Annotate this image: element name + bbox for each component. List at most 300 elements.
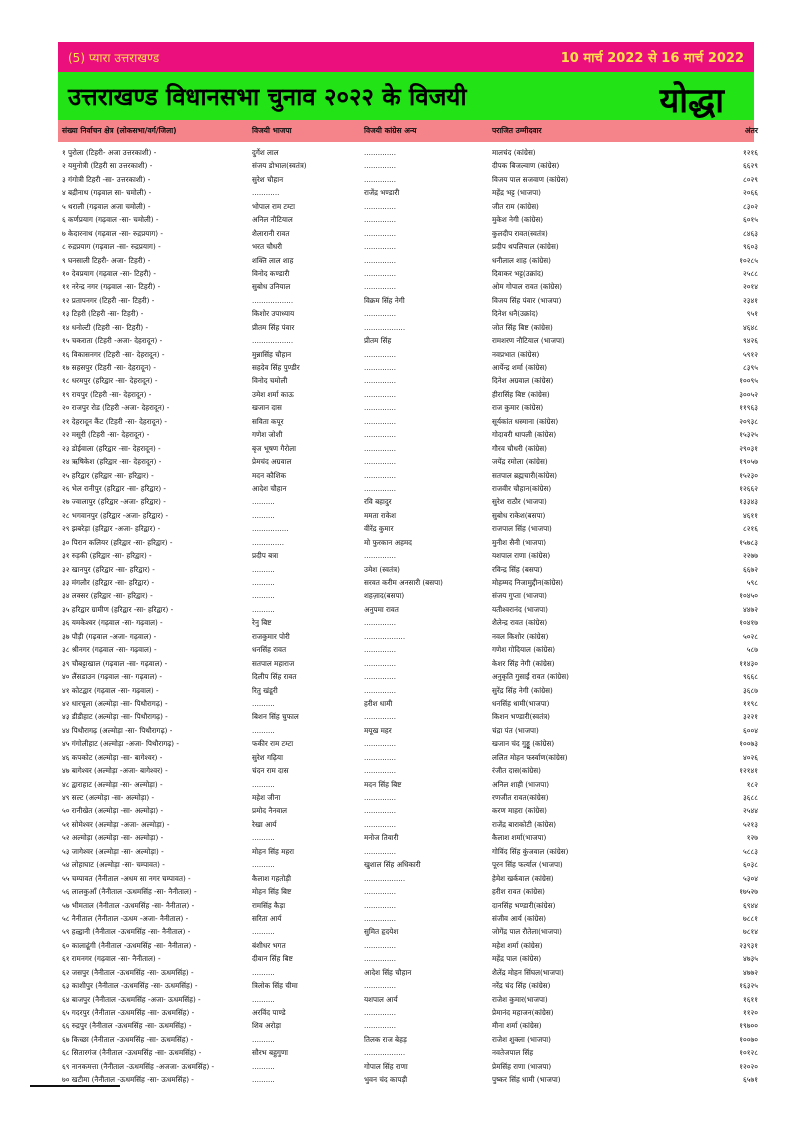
winner-cong-cell: ममता राकेश	[364, 510, 397, 520]
constituency-cell: २४ ऋषिकेश (हरिद्वार -सा- देहरादून) -	[62, 457, 162, 467]
winner-cell: कैलाश गहतोड़ी	[252, 873, 291, 883]
table-row	[58, 200, 758, 213]
margin-cell: ६५७१	[743, 1075, 758, 1085]
constituency-cell: ४१ कोटद्वार (गढ़वाल -सा- गढ़वाल) -	[62, 685, 159, 695]
runner-up-cell: कैलाश शर्मा(भाजपा)	[492, 833, 547, 843]
constituency-cell: ३१ रुड़की (हरिद्वार -सा- हरिद्वार) -	[62, 551, 152, 561]
runner-up-cell: अनिल शाही (भाजपा)	[492, 779, 550, 789]
runner-up-cell: सुरेश राठौर (भाजपा)	[492, 497, 547, 507]
margin-cell: ४६११	[743, 510, 758, 520]
winner-cell: गणेश जोशी	[252, 430, 283, 440]
runner-up-cell: सुरेंद्र सिंह नेगी (कांग्रेस)	[492, 685, 553, 695]
table-row	[58, 684, 758, 697]
table-row	[58, 670, 758, 683]
winner-cell: सुरेश गढ़िया	[252, 752, 283, 762]
table-row	[58, 899, 758, 912]
runner-up-cell: विजय पाल सजवाण (कांग्रेस)	[492, 174, 569, 184]
constituency-cell: २२ मसूरी (टिहरी -सा- देहरादून) -	[62, 430, 150, 440]
winner-cell: ..........	[252, 860, 275, 870]
table-row	[58, 321, 758, 334]
winner-cong-cell: ..............	[364, 201, 396, 211]
margin-cell: १०२८५	[739, 255, 758, 265]
winner-cong-cell: ..............	[364, 215, 396, 225]
winner-cell: ..........	[252, 725, 275, 735]
table-row	[58, 495, 758, 508]
winner-cong-cell: ..............	[364, 739, 396, 749]
page-title: उत्तराखण्ड विधानसभा चुनाव २०२२ के विजयी	[68, 81, 467, 111]
margin-cell: ३००५२	[739, 389, 758, 399]
constituency-cell: ५८ नैनीताल (नैनीताल -ऊधम -अजा- नैनीताल) -	[62, 913, 189, 923]
constituency-cell: २७ ज्वालापुर (हरिद्वार -अजा- हरिद्वार) -	[62, 497, 166, 507]
winner-cong-cell: शहज़ाद(बसपा)	[364, 591, 405, 601]
margin-cell: ११४३०	[739, 658, 758, 668]
winner-cell: ..........	[252, 497, 275, 507]
winner-cell: संजय डोभाल(स्वतंत्र)	[252, 161, 307, 171]
winner-cell: सुरेश चौहान	[252, 174, 284, 184]
runner-up-cell: करण माहरा (कांग्रेस)	[492, 806, 547, 816]
winner-cell: उमेश शर्मा काऊ	[252, 389, 294, 399]
winner-cong-cell: ..............	[364, 981, 396, 991]
winner-cell: ............	[252, 188, 280, 198]
runner-up-cell: नरेंद्र चंद सिंह (कांग्रेस)	[492, 981, 551, 991]
margin-cell: १५७८३	[739, 537, 758, 547]
table-row	[58, 522, 758, 535]
table-row	[58, 401, 758, 414]
winner-cong-cell: भुवन चंद कापड़ी	[364, 1075, 408, 1085]
constituency-cell: ३३ मंगलौर (हरिद्वार -सा- हरिद्वार) -	[62, 578, 155, 587]
winner-cell: ..........	[252, 1075, 275, 1085]
winner-cong-cell: ..............	[364, 268, 396, 278]
winner-cong-cell: ..............	[364, 443, 396, 453]
margin-cell: ४०२६	[743, 752, 758, 762]
table-row	[58, 1046, 758, 1059]
winner-cong-cell: ..................	[364, 322, 406, 332]
margin-cell: ९४२६	[743, 336, 758, 346]
winner-cell: प्रमोद नैनवाल	[252, 806, 288, 816]
winner-cell: ..............	[252, 537, 284, 547]
winner-cell: ..................	[252, 295, 294, 305]
margin-cell: ५९१२	[743, 349, 758, 359]
winner-cong-cell: ..............	[364, 846, 396, 856]
constituency-cell: ४९ सल्ट (अल्मोड़ा -सा- अल्मोड़ा) -	[62, 793, 155, 802]
winner-cong-cell: मो फुरकान अहमद	[364, 537, 413, 547]
table-row	[58, 1033, 758, 1046]
runner-up-cell: राज कुमार (कांग्रेस)	[492, 403, 544, 413]
margin-cell: २५८८	[743, 268, 758, 278]
runner-up-cell: मोहम्मद निजामुद्दीन(कांग्रेस)	[492, 578, 564, 587]
constituency-cell: ५९ हल्द्वानी (नैनीताल -ऊधमसिंह -सा- नैनीताल) -	[62, 927, 191, 937]
table-row	[58, 536, 758, 549]
margin-cell: ४७७२	[743, 967, 758, 977]
margin-cell: १५३२५	[739, 430, 758, 440]
winner-cell: सहदेव सिंह पुण्डीर	[252, 363, 300, 372]
winner-cong-cell: सुमित हृदयेश	[364, 927, 399, 937]
title-badge: योद्धा	[659, 81, 724, 121]
table-row	[58, 563, 758, 576]
margin-cell: ३२२१	[743, 712, 758, 722]
constituency-cell: ३५ हरिद्वार ग्रामीण (हरिद्वार -सा- हरिद्वार) -	[62, 604, 174, 614]
constituency-cell: १७ सहसपुर (टिहरी -सा- देहरादून) -	[62, 363, 156, 372]
constituency-cell: ५१ सोमेश्वर (अल्मोड़ा -अजा- अल्मोड़ा) -	[62, 819, 170, 829]
winner-cell: शिव अरोड़ा	[252, 1021, 282, 1031]
constituency-cell: ६३ काशीपुर (नैनीताल -ऊधमसिंह -सा- ऊधमसिंह) -	[62, 981, 198, 991]
constituency-cell: ३९ चौबट्टाखाल (गढ़वाल -सा- गढ़वाल) -	[62, 658, 168, 668]
table-row	[58, 294, 758, 307]
constituency-cell: २३ डोईवाला (हरिद्वार -सा- देहरादून) -	[62, 443, 161, 453]
constituency-cell: ३० पिरान कलियर (हरिद्वार -सा- हरिद्वार) -	[62, 537, 173, 547]
winner-cell: भरत चौधरी	[252, 242, 283, 252]
winner-cell: किशोर उपाध्याय	[252, 309, 295, 319]
winner-cell: प्रेमचंद अग्रवाल	[252, 457, 292, 467]
winner-cell: ..........	[252, 1061, 275, 1071]
constituency-cell: २९ झबरेड़ा (हरिद्वार -अजा- हरिद्वार) -	[62, 524, 161, 534]
runner-up-cell: महेश शर्मा (कांग्रेस)	[492, 940, 543, 950]
runner-up-cell: प्रेमसिंह राणा (भाजपा)	[492, 1061, 552, 1071]
title-banner	[58, 72, 754, 120]
margin-cell: ५०२८	[743, 631, 758, 641]
constituency-cell: ६८ सितारगंज (नैनीताल -ऊधमसिंह -सा- ऊधमसिंह) -	[62, 1048, 202, 1058]
constituency-cell: १३ टिहरी (टिहरी -सा- टिहरी) -	[62, 309, 144, 319]
constituency-cell: २५ हरिद्वार (हरिद्वार -सा- हरिद्वार) -	[62, 470, 154, 480]
winner-cong-cell: ..............	[364, 416, 396, 426]
winner-cong-cell: ..............	[364, 954, 396, 964]
constituency-cell: ४४ पिथौरागढ़ (अल्मोड़ा -सा- पिथौरागढ़) -	[62, 725, 173, 735]
table-row	[58, 966, 758, 979]
runner-up-cell: रंजीत दास(कांग्रेस)	[492, 766, 541, 776]
winner-cong-cell: तिलक राज बेहड़	[364, 1034, 407, 1044]
results-table	[58, 146, 758, 1087]
table-row	[58, 858, 758, 871]
margin-cell: ५२१३	[743, 819, 758, 829]
runner-up-cell: धनसिंह धामी(भाजपा)	[492, 698, 550, 708]
constituency-cell: ४५ गंगोलीहाट (अल्मोड़ा -अजा- पिथौरागढ़) -	[62, 739, 179, 749]
runner-up-cell: ओम गोपाल रावत (कांग्रेस)	[492, 282, 563, 292]
constituency-cell: २६ भेल रानीपुर (हरिद्वार -सा- हरिद्वार) -	[62, 483, 166, 493]
winner-cell: ..........	[252, 564, 275, 574]
constituency-cell: ६१ रामनगर (गढ़वाल -सा- नैनीताल) -	[62, 954, 161, 964]
runner-up-cell: मालचंद (कांग्रेस)	[492, 148, 536, 157]
margin-cell: २९०३१	[739, 443, 758, 453]
winner-cell: ..........	[252, 967, 275, 977]
runner-up-cell: जयेंद्र रमोला (कांग्रेस)	[492, 457, 548, 467]
table-row	[58, 1006, 758, 1019]
runner-up-cell: शैलेन्द्र रावत (कांग्रेस)	[492, 618, 548, 628]
margin-cell: ९६६८	[743, 672, 758, 682]
runner-up-cell: सतपाल ब्रह्मचारी(कांग्रेस)	[492, 470, 558, 480]
table-row	[58, 724, 758, 737]
winner-cong-cell: ..............	[364, 389, 396, 399]
winner-cong-cell: ..............	[364, 228, 396, 238]
table-row	[58, 1060, 758, 1073]
winner-cong-cell: ..............	[364, 672, 396, 682]
winner-cell: मदन कौशिक	[252, 470, 287, 480]
table-row	[58, 603, 758, 616]
table-row	[58, 361, 758, 374]
runner-up-cell: केशर सिंह नेगी (कांग्रेस)	[492, 658, 555, 668]
col-constituency: संख्या निर्वाचन क्षेत्र (लोकसभा/वर्ग/जिला)	[62, 126, 177, 135]
margin-cell: ३६८८	[743, 793, 758, 802]
winner-cell: शक्ति लाल शाह	[252, 255, 294, 265]
table-row	[58, 146, 758, 159]
constituency-cell: ७० खटीमा (नैनीताल -ऊधमसिंह -सा- ऊधमसिंह) -	[62, 1075, 194, 1085]
runner-up-cell: चंद्रा पंत (भाजपा)	[492, 725, 539, 735]
margin-cell: ५९८	[746, 578, 758, 587]
winner-cong-cell: ..............	[364, 403, 396, 413]
margin-cell: ११२०	[743, 1008, 758, 1017]
winner-cell: धनसिंह रावत	[252, 645, 287, 655]
runner-up-cell: नवप्रभात (कांग्रेस)	[492, 349, 540, 359]
col-winner-cong: विजयी कांग्रेस अन्य	[364, 126, 417, 135]
constituency-cell: ६९ नानकमत्ता (नैनीताल -ऊधमसिंह -अजजा- ऊधमसिंह) -	[62, 1061, 215, 1071]
table-row	[58, 254, 758, 267]
winner-cell: ................	[252, 524, 289, 534]
table-row	[58, 764, 758, 777]
winner-cell: मोहन सिंह बिष्ट	[252, 887, 292, 897]
winner-cell: महेश जीना	[252, 793, 281, 802]
margin-cell: ६६२९	[743, 161, 758, 171]
winner-cong-cell: ..................	[364, 631, 406, 641]
winner-cell: ..........	[252, 927, 275, 937]
margin-cell: १६११	[743, 994, 758, 1004]
margin-cell: १००७०	[739, 1034, 758, 1044]
constituency-cell: ६५ गदरपुर (नैनीताल -ऊधमसिंह -सा- ऊधमसिंह) -	[62, 1008, 195, 1017]
constituency-cell: ५५ चम्पावत (नैनीताल -अधम सा नगर चम्पावत) -	[62, 873, 191, 883]
winner-cell: ..........	[252, 591, 275, 601]
table-row	[58, 697, 758, 710]
margin-cell: ७८८१	[743, 913, 758, 923]
winner-cell: ..........	[252, 1034, 275, 1044]
winner-cell: ..........	[252, 510, 275, 520]
margin-cell: ६६७२	[743, 564, 758, 574]
runner-up-cell: राजपाल सिंह (भाजपा)	[492, 524, 552, 534]
margin-cell: ८३९५	[743, 363, 758, 372]
runner-up-cell: शैलेंद्र मोहन सिंघल(भाजपा)	[492, 967, 564, 977]
table-row	[58, 939, 758, 952]
margin-cell: १९७००	[739, 1021, 758, 1031]
constituency-cell: ४० लैंसडाउन (गढ़वाल -सा- गढ़वाल) -	[62, 672, 163, 682]
winner-cell: बिशन सिंह चुफाल	[252, 712, 299, 722]
top-header-bar	[58, 42, 754, 72]
winner-cell: प्रीतम सिंह पंवार	[252, 322, 295, 332]
winner-cell: भोपाल राम टम्टा	[252, 201, 295, 211]
margin-cell: ८४६३	[743, 228, 758, 238]
constituency-cell: ४३ डीडीहाट (अल्मोड़ा -सा- पिथौरागढ़) -	[62, 712, 168, 722]
runner-up-cell: गोविंद सिंह कुंजवाल (कांग्रेस)	[492, 846, 569, 856]
constituency-cell: ४६ कपकोट (अल्मोड़ा -सा- बागेश्वर) -	[62, 752, 163, 762]
constituency-cell: ३२ खानपुर (हरिद्वार -सा- हरिद्वार) -	[62, 564, 155, 574]
runner-up-cell: राजेंद्र बाराकोटी (कांग्रेस)	[492, 819, 557, 829]
winner-cell: रेनु बिष्ट	[252, 618, 272, 628]
constituency-cell: १६ विकासनगर (टिहरी -सा- देहरादून) -	[62, 349, 165, 359]
table-row	[58, 952, 758, 965]
runner-up-cell: धनीलाल शाह (कांग्रेस)	[492, 255, 551, 265]
table-row	[58, 186, 758, 199]
runner-up-cell: सूर्यकांत धस्माना (कांग्रेस)	[492, 416, 559, 426]
constituency-cell: २ यमुनोत्री (टिहरी सा उत्तरकाशी) -	[62, 161, 153, 171]
winner-cong-cell: खुशाल सिंह अधिकारी	[364, 860, 421, 870]
runner-up-cell: यतीश्वरानंद (भाजपा)	[492, 604, 548, 614]
runner-up-cell: गौरव चौधरी (कांग्रेस)	[492, 443, 547, 453]
winner-cong-cell: ..............	[364, 887, 396, 897]
runner-up-cell: संजीव आर्य (कांग्रेस)	[492, 913, 547, 923]
margin-cell: १२०२०	[739, 1061, 758, 1071]
margin-cell: ६०३८	[743, 860, 758, 870]
table-row	[58, 630, 758, 643]
winner-cong-cell: ..............	[364, 645, 396, 655]
margin-cell: २०९३८	[739, 416, 758, 426]
constituency-cell: ९ घनसाली टिहरी- अजा- टिहरी) -	[62, 255, 151, 265]
runner-up-cell: जीत राम (कांग्रेस)	[492, 201, 539, 211]
constituency-cell: १५ चकराता (टिहरी -अजा- देहरादून) -	[62, 336, 163, 346]
constituency-cell: १० देवप्रयाग (गढ़वाल -सा- टिहरी) -	[62, 268, 156, 278]
winner-cong-cell: यशपाल आर्य	[364, 994, 398, 1004]
winner-cong-cell: ..............	[364, 806, 396, 816]
winner-cong-cell: ..............	[364, 174, 396, 184]
margin-cell: ६००४	[743, 725, 758, 735]
winner-cong-cell: ..............	[364, 430, 396, 440]
constituency-cell: १८ धरमपुर (हरिद्वार -सा- देहरादून) -	[62, 376, 158, 386]
table-row	[58, 469, 758, 482]
table-row	[58, 791, 758, 804]
winner-cong-cell: ..............	[364, 148, 396, 157]
constituency-cell: ६४ बाजपुर (नैनीताल -ऊधमसिंह -अजा- ऊधमसिंह) -	[62, 994, 201, 1004]
winner-cell: ..................	[252, 336, 294, 346]
margin-cell: ४४७२	[743, 604, 758, 614]
winner-cong-cell: आदेश सिंह चौहान	[364, 967, 412, 977]
winner-cong-cell: ..............	[364, 470, 396, 480]
table-row	[58, 173, 758, 186]
winner-cong-cell: ..............	[364, 457, 396, 467]
table-row	[58, 643, 758, 656]
margin-cell: १००९५	[739, 376, 758, 386]
winner-cell: सुबोध उनियाल	[252, 282, 291, 292]
winner-cell: ..........	[252, 578, 275, 587]
constituency-cell: १४ धनोल्टी (टिहरी -सा- टिहरी) -	[62, 322, 149, 332]
constituency-cell: १२ प्रतापनगर (टिहरी -सा- टिहरी) -	[62, 295, 155, 305]
table-row	[58, 616, 758, 629]
runner-up-cell: अनुकृति गुसाईं रावत (कांग्रेस)	[492, 672, 569, 682]
runner-up-cell: रणजीत रावत(कांग्रेस)	[492, 793, 549, 802]
winner-cong-cell: मयूख महर	[364, 725, 392, 735]
winner-cell: चंदन राम दास	[252, 766, 289, 776]
constituency-cell: ४२ धारचूला (अल्मोड़ा -सा- पिथौरागढ़) -	[62, 698, 168, 708]
winner-cong-cell: विक्रम सिंह नेगी	[364, 295, 405, 305]
winner-cong-cell: ..............	[364, 685, 396, 695]
runner-up-cell: महेंद्र पाल (कांग्रेस)	[492, 954, 542, 964]
table-row	[58, 482, 758, 495]
margin-cell: १६३२५	[739, 981, 758, 991]
table-row	[58, 334, 758, 347]
constituency-cell: ३८ श्रीनगर (गढ़वाल -सा- गढ़वाल) -	[62, 645, 157, 655]
constituency-cell: ५० रानीखेत (अल्मोड़ा -सा- अल्मोड़ा) -	[62, 806, 164, 816]
constituency-cell: ३६ यमकेश्वर (गढ़वाल -सा- गढ़वाल) -	[62, 618, 163, 628]
table-row	[58, 415, 758, 428]
table-row	[58, 778, 758, 791]
winner-cong-cell: ..............	[364, 363, 396, 372]
winner-cong-cell: उमेश (स्वतंत्र)	[364, 564, 400, 574]
winner-cong-cell: ..............	[364, 900, 396, 910]
runner-up-cell: दीपक बिजल्वाण (कांग्रेस)	[492, 161, 560, 171]
constituency-cell: २० राजपुर रोड (टिहरी -अजा- देहरादून) -	[62, 403, 170, 413]
winner-cell: रेखा आर्य	[252, 819, 277, 829]
runner-up-cell: सुबोध राकेश(बसपा)	[492, 510, 546, 520]
constituency-cell: ४ बद्रीनाथ (गढ़वाल सा- चमोली) -	[62, 188, 152, 198]
runner-up-cell: गोदावरी थापली (कांग्रेस)	[492, 430, 557, 440]
winner-cell: प्रदीप बत्रा	[252, 551, 279, 561]
runner-up-cell: हीरासिंह बिष्ट (कांग्रेस)	[492, 389, 550, 399]
winner-cong-cell: ..............	[364, 309, 396, 319]
col-runner-up: पराजित उम्मीदवार	[492, 126, 542, 135]
margin-cell: ५३०४	[743, 873, 758, 883]
table-row	[58, 710, 758, 723]
table-row	[58, 348, 758, 361]
table-row	[58, 159, 758, 172]
runner-up-cell: रविन्द्र सिंह (बसपा)	[492, 564, 543, 574]
table-row	[58, 979, 758, 992]
table-row	[58, 455, 758, 468]
margin-cell: १२६६२	[739, 483, 758, 493]
margin-cell: २०६६	[743, 188, 758, 198]
winner-cong-cell: ..............	[364, 766, 396, 776]
margin-cell: १९०५७	[739, 457, 758, 467]
winner-cell: रामसिंह कैड़ा	[252, 900, 286, 910]
table-row	[58, 993, 758, 1006]
winner-cong-cell: ..............	[364, 618, 396, 628]
winner-cell: सतपाल महाराज	[252, 658, 295, 668]
winner-cong-cell: रवि बहादुर	[364, 497, 392, 507]
table-row	[58, 737, 758, 750]
winner-cong-cell: ..............	[364, 793, 396, 802]
margin-cell: ९६०३	[743, 242, 758, 252]
runner-up-cell: हेमेश खर्कवाल (कांग्रेस)	[492, 873, 554, 883]
date-range: 10 मार्च 2022 से 16 मार्च 2022	[560, 51, 744, 66]
table-row	[58, 307, 758, 320]
runner-up-cell: दिनेश धनै(उक्रांद)	[492, 309, 538, 319]
winner-cell: बृज भूषण गैरोला	[252, 443, 296, 453]
runner-up-cell: नवल किशोर (कांग्रेस)	[492, 631, 549, 641]
runner-up-cell: राजेश शुक्ला (भाजपा)	[492, 1034, 551, 1044]
winner-cell: दीवान सिंह बिष्ट	[252, 954, 293, 964]
winner-cong-cell: ..............	[364, 752, 396, 762]
winner-cell: ..........	[252, 698, 275, 708]
constituency-cell: ११ नरेन्द्र नगर (गढ़वाल -सा- टिहरी) -	[62, 282, 161, 292]
runner-up-cell: प्रदीप थपलियाल (कांग्रेस)	[492, 242, 559, 252]
winner-cong-cell: ..............	[364, 658, 396, 668]
winner-cell: सरिता आर्य	[252, 913, 282, 923]
runner-up-cell: मीना शर्मा (कांग्रेस)	[492, 1021, 542, 1031]
table-row	[58, 885, 758, 898]
table-row	[58, 589, 758, 602]
table-row	[58, 657, 758, 670]
runner-up-cell: नवतेजपाल सिंह	[492, 1048, 534, 1058]
margin-cell: ८२१६	[743, 524, 758, 534]
constituency-cell: ४८ द्वाराहाट (अल्मोड़ा -सा- अल्मोड़ा) -	[62, 779, 163, 789]
table-row	[58, 576, 758, 589]
winner-cong-cell: ..............	[364, 1021, 396, 1031]
table-row	[58, 831, 758, 844]
winner-cong-cell: ..............	[364, 819, 396, 829]
table-row	[58, 845, 758, 858]
constituency-cell: ३ गंगोत्री टिहरी -सा- उत्तरकाशी) -	[62, 174, 151, 184]
winner-cell: अनिल नौटियाल	[252, 215, 293, 225]
margin-cell: ८३०२	[743, 201, 758, 211]
constituency-cell: १९ रायपुर (टिहरी -सा- देहरादून) -	[62, 389, 152, 399]
table-row	[58, 442, 758, 455]
constituency-cell: ५७ भीमताल (नैनीताल -ऊधमसिंह -सा- नैनीताल) -	[62, 900, 195, 910]
runner-up-cell: ललित मोहन फर्स्वाण(कांग्रेस)	[492, 752, 568, 762]
margin-cell: १२१४१	[739, 766, 758, 776]
runner-up-cell: दानसिंह भण्डारी(कांग्रेस)	[492, 900, 556, 910]
